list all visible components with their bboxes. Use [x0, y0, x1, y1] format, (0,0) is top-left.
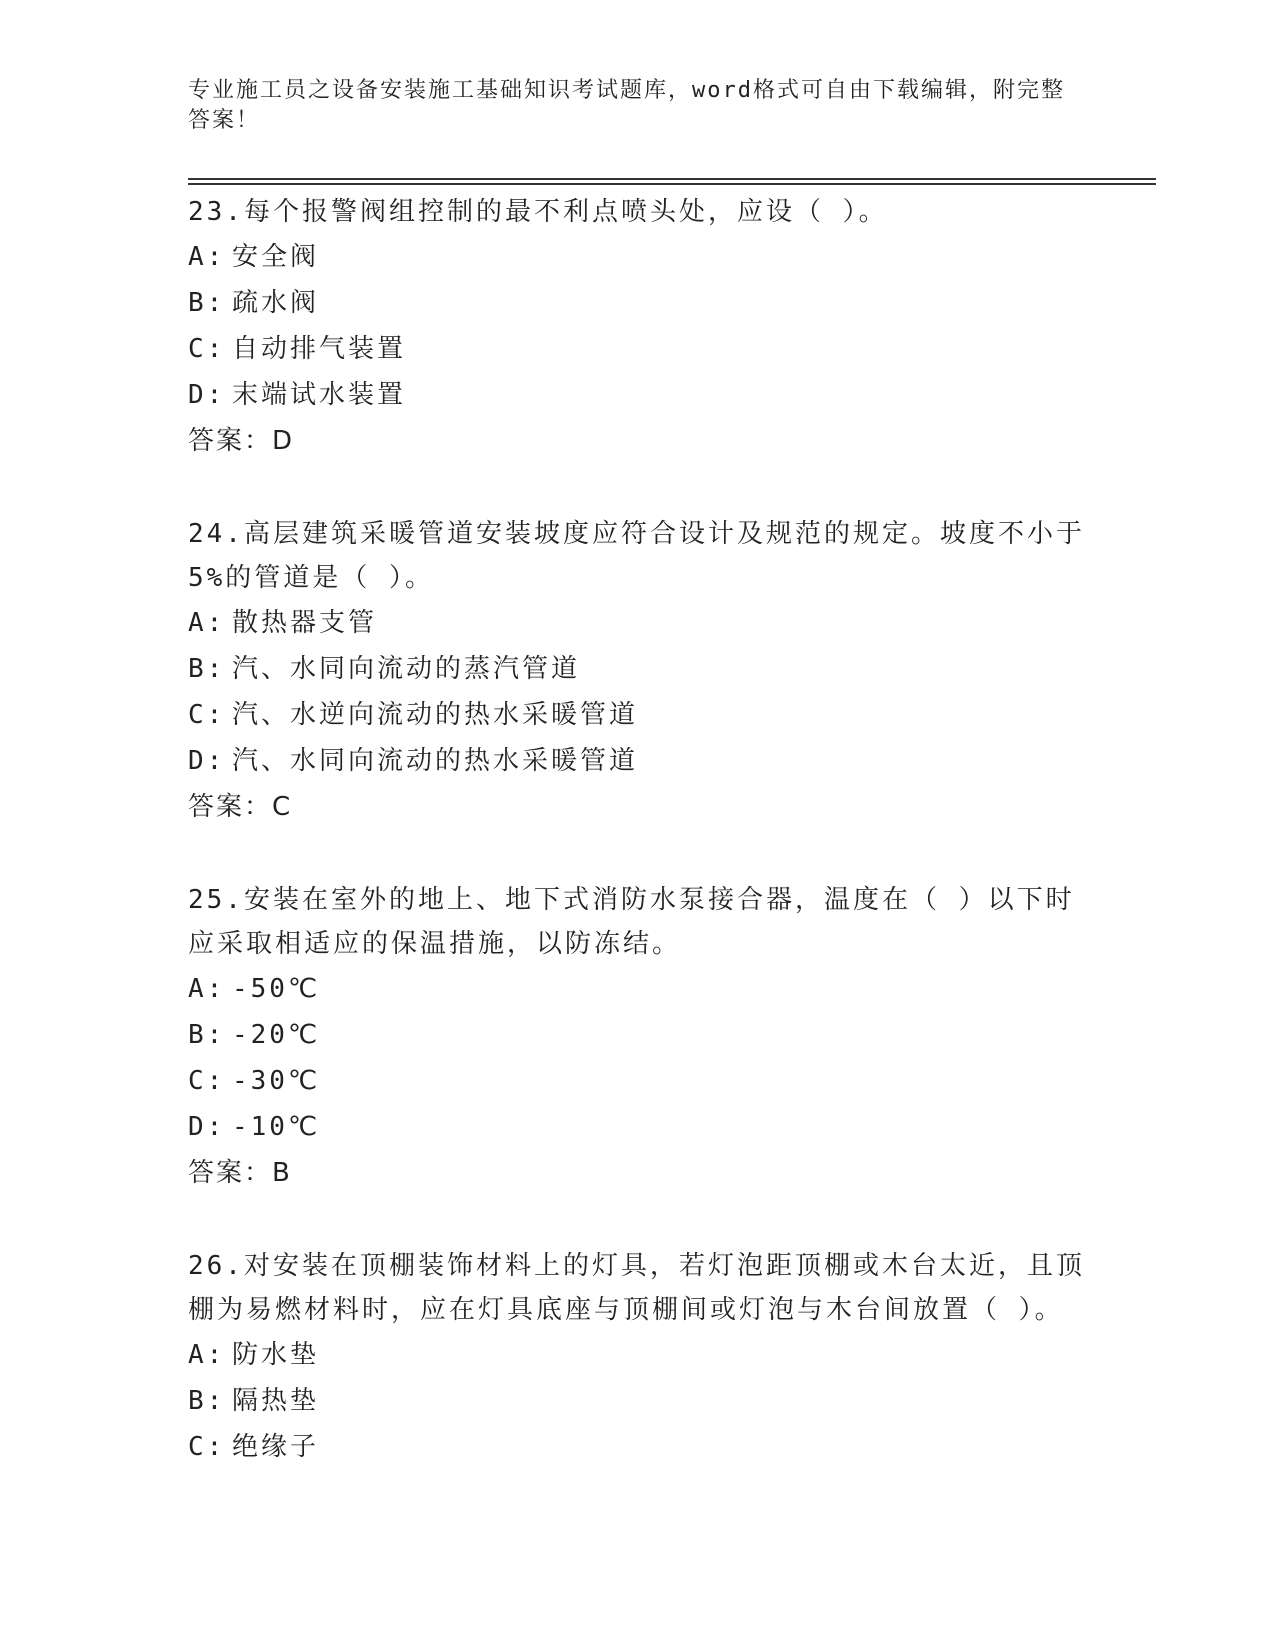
option-text: -30℃: [232, 1066, 321, 1096]
question-23: [188, 190, 1088, 464]
question-stem: 24.高层建筑采暖管道安装坡度应符合设计及规范的规定。坡度不小于5%的管道是（ ）。: [188, 519, 1085, 593]
question-24: [188, 512, 1088, 830]
option-text: 隔热垫: [232, 1386, 320, 1416]
option-letter: A:: [188, 242, 226, 272]
option-letter: B:: [188, 654, 226, 684]
option-text: 自动排气装置: [232, 334, 407, 364]
question-stem: 25.安装在室外的地上、地下式消防水泵接合器，温度在（ ）以下时应采取相适应的保温措施，以防冻结。: [188, 885, 1075, 959]
option-text: 安全阀: [232, 242, 320, 272]
option-letter: D:: [188, 746, 226, 776]
option-d: [188, 738, 1088, 784]
option-letter: C:: [188, 1432, 226, 1462]
option-text: 疏水阀: [232, 288, 320, 318]
option-b: [188, 1012, 1088, 1058]
option-letter: D:: [188, 1112, 226, 1142]
option-text: 绝缘子: [232, 1432, 320, 1462]
option-letter: D:: [188, 380, 226, 410]
question-list: [188, 190, 1088, 1518]
option-letter: A:: [188, 608, 226, 638]
option-text: 散热器支管: [232, 608, 378, 638]
option-text: -20℃: [232, 1020, 321, 1050]
document-header: 专业施工员之设备安装施工基础知识考试题库，word格式可自由下载编辑，附完整答案！: [188, 78, 1065, 133]
option-text: -50℃: [232, 974, 321, 1004]
option-letter: B:: [188, 1386, 226, 1416]
question-stem: 26.对安装在顶棚装饰材料上的灯具，若灯泡距顶棚或木台太近，且顶棚为易燃材料时，应在灯具底座与顶棚间或灯泡与木台间放置（ ）。: [188, 1251, 1085, 1325]
answer-line: 答案：B: [188, 1158, 292, 1188]
option-b: [188, 1378, 1088, 1424]
question-26: [188, 1244, 1088, 1470]
option-letter: C:: [188, 334, 226, 364]
option-d: [188, 1104, 1088, 1150]
option-c: [188, 326, 1088, 372]
option-text: 汽、水同向流动的热水采暖管道: [232, 746, 639, 776]
header-divider-bottom: [188, 183, 1156, 185]
option-a: [188, 966, 1088, 1012]
option-text: -10℃: [232, 1112, 321, 1142]
question-stem: 23.每个报警阀组控制的最不利点喷头处，应设（ ）。: [188, 197, 888, 227]
option-c: [188, 1424, 1088, 1470]
option-b: [188, 280, 1088, 326]
option-letter: A:: [188, 1340, 226, 1370]
option-letter: A:: [188, 974, 226, 1004]
option-a: [188, 600, 1088, 646]
question-25: [188, 878, 1088, 1196]
option-letter: C:: [188, 1066, 226, 1096]
option-letter: C:: [188, 700, 226, 730]
option-text: 汽、水逆向流动的热水采暖管道: [232, 700, 639, 730]
option-letter: B:: [188, 288, 226, 318]
option-a: [188, 234, 1088, 280]
option-c: [188, 1058, 1088, 1104]
header-divider-top: [188, 178, 1156, 180]
option-text: 防水垫: [232, 1340, 320, 1370]
option-text: 末端试水装置: [232, 380, 407, 410]
option-b: [188, 646, 1088, 692]
answer-line: 答案：D: [188, 426, 295, 456]
answer-line: 答案：C: [188, 792, 293, 822]
option-a: [188, 1332, 1088, 1378]
option-c: [188, 692, 1088, 738]
option-letter: B:: [188, 1020, 226, 1050]
option-d: [188, 372, 1088, 418]
option-text: 汽、水同向流动的蒸汽管道: [232, 654, 581, 684]
